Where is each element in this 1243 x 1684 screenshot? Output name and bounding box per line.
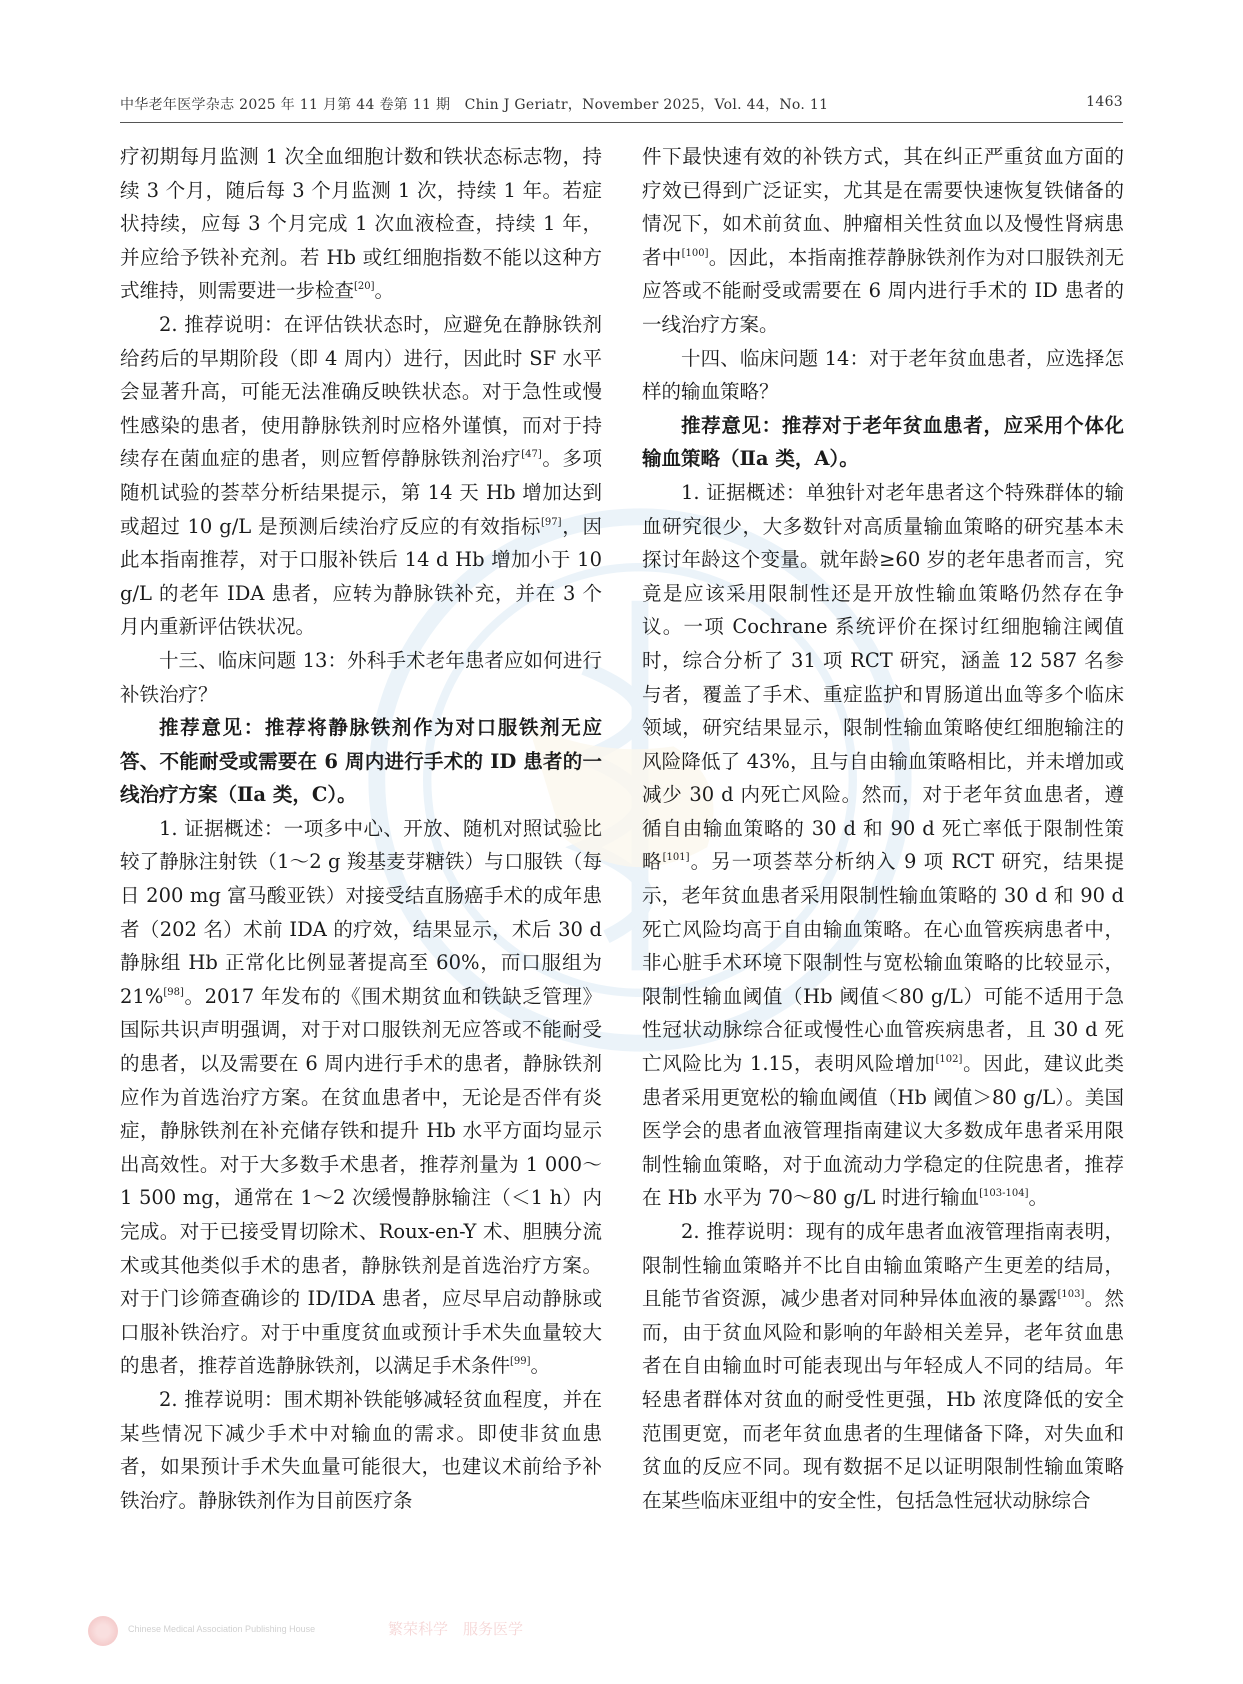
paragraph: 1. 证据概述：一项多中心、开放、随机对照试验比较了静脉注射铁（1～2 g 羧基麦芽糖铁）与口服铁（每日 200 mg 富马酸亚铁）对接受结直肠癌手术的成年患者（202 名）术前 IDA 的疗效，结果显示，术后 30 d 静脉组 Hb 正常化比例显著提高至 60%，而口服组为 21%[98]。2017 年发布的《围术期贫血和铁缺乏管理》国际共识声明强调，对于对口服铁剂无应答或不能耐受的患者，以及需要在 6 周内进行手术的患者，静脉铁剂应作为首选治疗方案。在贫血患者中，无论是否伴有炎症，静脉铁剂在补充储存铁和提升 Hb 水平方面均显示出高效性。对于大多数手术患者，推荐剂量为 1 000～1 500 mg，通常在 1～2 次缓慢静脉输注（＜1 h）内完成。对于已接受胃切除术、Roux-en-Y 术、胆胰分流术或其他类似手术的患者，静脉铁剂是首选治疗方案。对于门诊筛查确诊的 ID/IDA 患者，应尽早启动静脉或口服补铁治疗。对于中重度贫血或预计手术失血量较大的患者，推荐首选静脉铁剂，以满足手术条件[99]。: [120, 816, 602, 1378]
paragraph: 2. 推荐说明：现有的成年患者血液管理指南表明，限制性输血策略并不比自由输血策略产生更差的结局，且能节省资源，减少患者对同种异体血液的暴露[103]。然而，由于贫血风险和影响的年龄相关差异，老年贫血患者在自由输血时可能表现出与年轻成人不同的结局。年轻患者群体对贫血的耐受性更强，Hb 浓度降低的安全范围更宽，而老年贫血患者的生理储备下降，对失血和贫血的反应不同。现有数据不足以证明限制性输血策略在某些临床亚组中的安全性，包括急性冠状动脉综合: [642, 1220, 1124, 1512]
left-column: [120, 140, 602, 1517]
right-column: [642, 140, 1124, 1517]
running-header: [120, 94, 1123, 118]
paragraph: 1. 证据概述：单独针对老年患者这个特殊群体的输血研究很少，大多数针对高质量输血策略的研究基本未探讨年龄这个变量。就年龄≥60 岁的老年患者而言，究竟是应该采用限制性还是开放性输血策略仍然存在争议。一项 Cochrane 系统评价在探讨红细胞输注阈值时，综合分析了 31 项 RCT 研究，涵盖 12 587 名参与者，覆盖了手术、重症监护和胃肠道出血等多个临床领域，研究结果显示，限制性输血策略使红细胞输注的风险降低了 43%，且与自由输血策略相比，并未增加或减少 30 d 内死亡风险。然而，对于老年贫血患者，遵循自由输血策略的 30 d 和 90 d 死亡率低于限制性策略[101]。另一项荟萃分析纳入 9 项 RCT 研究，结果提示，老年贫血患者采用限制性输血策略的 30 d 和 90 d 死亡风险均高于自由输血策略。在心血管疾病患者中，非心脏手术环境下限制性与宽松输血策略的比较显示，限制性输血阈值（Hb 阈值＜80 g/L）可能不适用于急性冠状动脉综合征或慢性心血管疾病患者，且 30 d 死亡风险比为 1.15，表明风险增加[102]。因此，建议此类患者采用更宽松的输血阈值（Hb 阈值＞80 g/L）。美国医学会的患者血液管理指南建议大多数成年患者采用限制性输血策略，对于血流动力学稳定的住院患者，推荐在 Hb 水平为 70～80 g/L 时进行输血[103-104]。: [642, 480, 1124, 1210]
clinical-question-13: 十三、临床问题 13：外科手术老年患者应如何进行补铁治疗？: [120, 648, 602, 706]
citation: [20]: [354, 281, 375, 293]
paragraph: 件下最快速有效的补铁方式，其在纠正严重贫血方面的疗效已得到广泛证实，尤其是在需要快速恢复铁储备的情况下，如术前贫血、肿瘤相关性贫血以及慢性肾病患者中[100]。因此，本指南推荐静脉铁剂作为对口服铁剂无应答或不能耐受或需要在 6 周内进行手术的 ID 患者的一线治疗方案。: [642, 145, 1124, 336]
flower-logo-icon: [88, 1616, 118, 1646]
citation: [101]: [662, 852, 690, 864]
journal-citation: 中华老年医学杂志 2025 年 11 月第 44 卷第 11 期 Chin J Geriatr，November 2025，Vol. 44，No. 11: [120, 97, 829, 113]
page-number: 1463: [1086, 94, 1123, 110]
publisher-name: Chinese Medical Association Publishing House: [128, 1624, 316, 1634]
clinical-question-14: 十四、临床问题 14：对于老年贫血患者，应选择怎样的输血策略？: [642, 346, 1124, 404]
citation: [102]: [935, 1054, 963, 1066]
citation: [47]: [521, 449, 542, 461]
paragraph: 疗初期每月监测 1 次全血细胞计数和铁状态标志物，持续 3 个月，随后每 3 个月监测 1 次，持续 1 年。若症状持续，应每 3 个月完成 1 次血液检查，持续 1 年，并应给予铁补充剂。若 Hb 或红细胞指数不能以这种方式维持，则需要进一步检查[20]。: [120, 145, 602, 303]
recommendation-14: 推荐意见：推荐对于老年贫血患者，应采用个体化输血策略（Ⅱa 类，A）。: [642, 413, 1124, 471]
publisher-logo: [88, 1616, 524, 1646]
citation: [97]: [541, 516, 562, 528]
header-rule: [120, 122, 1123, 123]
citation: [99]: [510, 1356, 531, 1368]
recommendation-13: 推荐意见：推荐将静脉铁剂作为对口服铁剂无应答、不能耐受或需要在 6 周内进行手术的 ID 患者的一线治疗方案（Ⅱa 类，C）。: [120, 716, 602, 807]
citation: [103]: [1057, 1289, 1085, 1301]
citation: [98]: [163, 986, 184, 998]
paragraph: 2. 推荐说明：围术期补铁能够减轻贫血程度，并在某些情况下减少手术中对输血的需求。即使非贫血患者，如果预计手术失血量可能很大，也建议术前给予补铁治疗。静脉铁剂作为目前医疗条: [120, 1387, 602, 1512]
citation: [100]: [681, 247, 709, 259]
paragraph: 2. 推荐说明：在评估铁状态时，应避免在静脉铁剂给药后的早期阶段（即 4 周内）进行，因此时 SF 水平会显著升高，可能无法准确反映铁状态。对于急性或慢性感染的患者，使用静脉铁剂时应格外谨慎，而对于持续存在菌血症的患者，则应暂停静脉铁剂治疗[47]。多项随机试验的荟萃分析结果提示，第 14 天 Hb 增加达到或超过 10 g/L 是预测后续治疗反应的有效指标[97]，因此本指南推荐，对于口服补铁后 14 d Hb 增加小于 10 g/L 的老年 IDA 患者，应转为静脉铁补充，并在 3 个月内重新评估铁状况。: [120, 312, 602, 639]
citation: [103-104]: [979, 1188, 1029, 1200]
publisher-slogan: 繁荣科学 服务医学: [388, 1620, 524, 1638]
